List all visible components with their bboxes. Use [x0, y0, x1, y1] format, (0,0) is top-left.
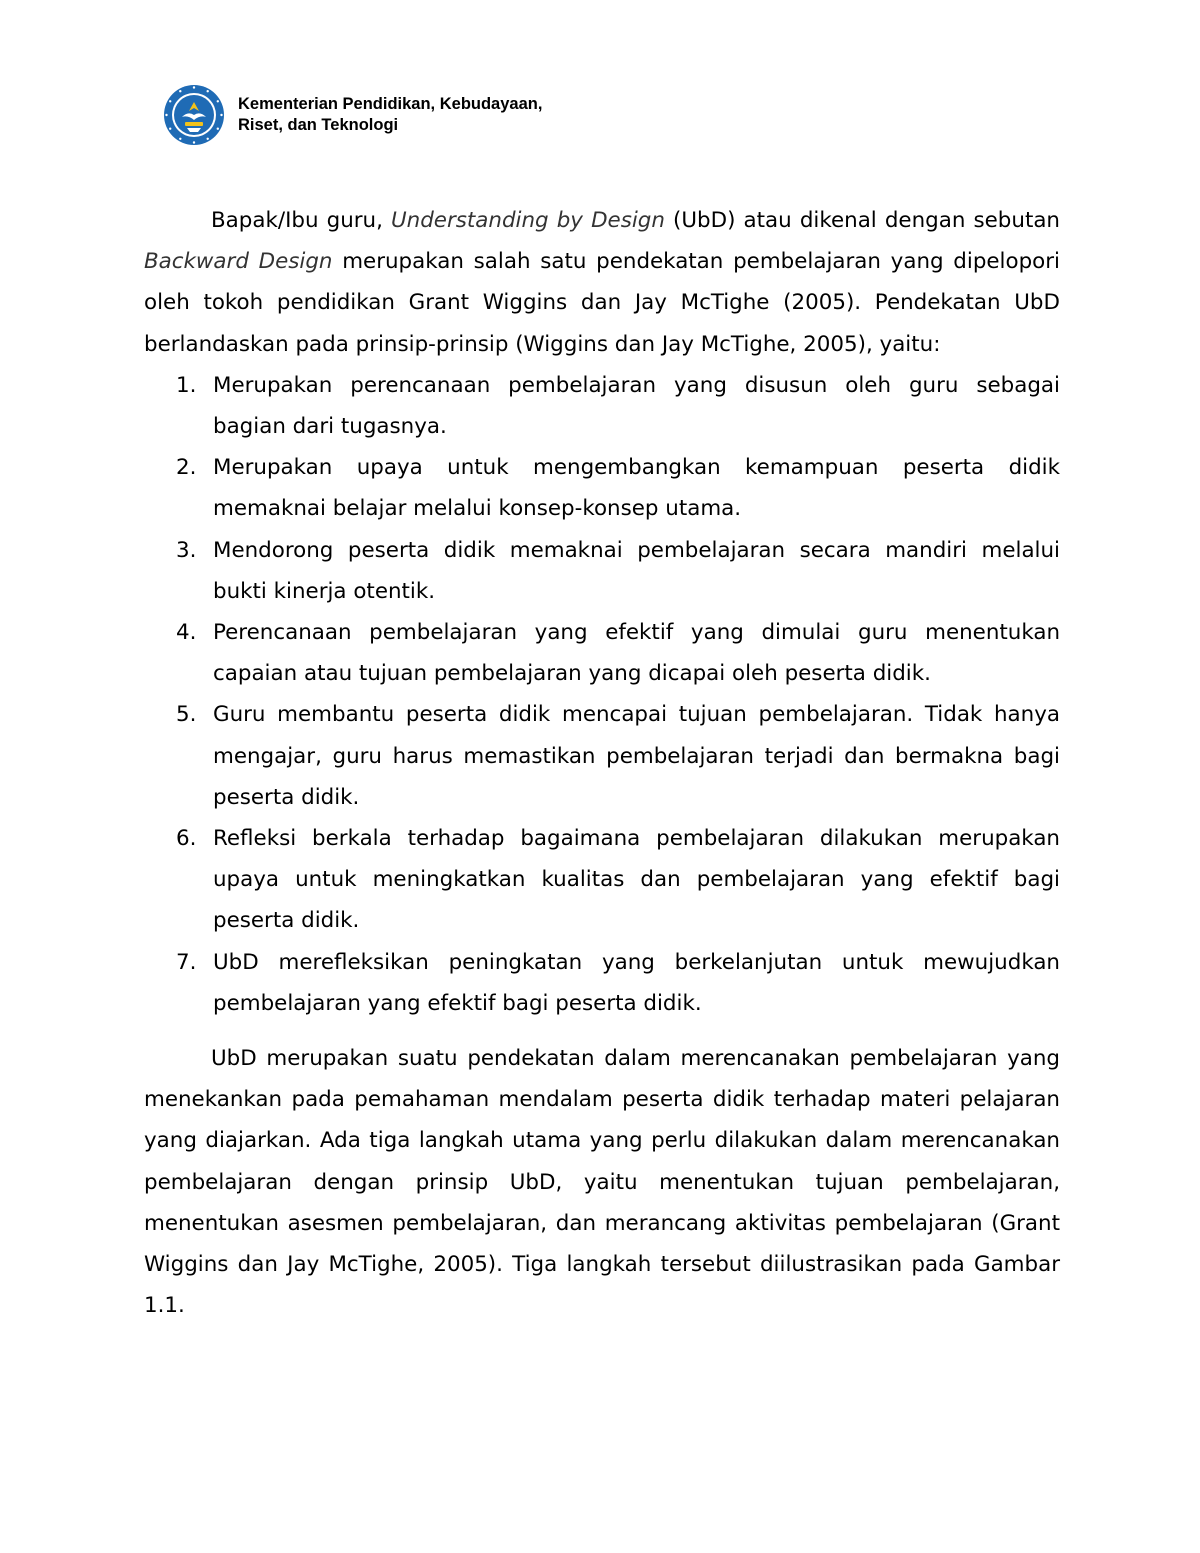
list-item-number: 7.	[176, 949, 197, 975]
list-item-number: 5.	[176, 702, 197, 728]
list-item-number: 6.	[176, 826, 197, 852]
list-item-text: Merupakan perencanaan pembelajaran yang disusun oleh guru sebagai bagian dari tugasnya.	[213, 372, 1060, 440]
tut-wuri-handayani-logo	[163, 84, 225, 146]
list-item-text: UbD merefleksikan peningkatan yang berkelanjutan untuk mewujudkan pembelajaran yang efektif bagi peserta didik.	[213, 949, 1060, 1016]
document-body	[144, 200, 1060, 1326]
intro-text-3: merupakan salah satu pendekatan pembelajaran yang dipelopori oleh tokoh pendidikan Grant Wiggins dan Jay McTighe (2005). Pendekatan UbD berlandaskan pada prinsip-prinsip (Wiggins dan Jay McTighe, 2005), yaitu:	[144, 249, 1060, 357]
list-item	[176, 530, 1060, 612]
closing-paragraph: UbD merupakan suatu pendekatan dalam merencanakan pembelajaran yang menekankan pada pemahaman mendalam peserta didik terhadap materi pelajaran yang diajarkan. Ada tiga langkah utama yang perlu dilakukan dalam merencanakan pembelajaran dengan prinsip UbD, yaitu menentukan tujuan pembelajaran, menentukan asesmen pembelajaran, dan merancang aktivitas pembelajaran (Grant Wiggins dan Jay McTighe, 2005). Tiga langkah tersebut diilustrasikan pada Gambar 1.1.	[144, 1046, 1060, 1319]
document-header	[163, 84, 542, 146]
list-item-text: Merupakan upaya untuk mengembangkan kemampuan peserta didik memaknai belajar melalui konsep-konsep utama.	[213, 455, 1060, 522]
list-item	[176, 612, 1060, 694]
list-item	[176, 818, 1060, 942]
list-item-text: Perencanaan pembelajaran yang efektif yang dimulai guru menentukan capaian atau tujuan pembelajaran yang dicapai oleh peserta didik.	[213, 620, 1060, 687]
intro-term-ubd: Understanding by Design	[391, 208, 665, 233]
list-item-text: Refleksi berkala terhadap bagaimana pembelajaran dilakukan merupakan upaya untuk meningkatkan kualitas dan pembelajaran yang efektif bagi peserta didik.	[213, 826, 1060, 934]
list-item-number: 3.	[176, 537, 197, 563]
ministry-name	[238, 94, 542, 136]
list-item	[176, 942, 1060, 1024]
list-item-text: Guru membantu peserta didik mencapai tujuan pembelajaran. Tidak hanya mengajar, guru harus memastikan pembelajaran terjadi dan bermakna bagi peserta didik.	[213, 702, 1060, 810]
list-item-number: 4.	[176, 620, 197, 646]
list-item-number: 2.	[176, 455, 197, 481]
list-item-number: 1.	[176, 372, 197, 398]
intro-paragraph	[144, 200, 1060, 365]
principles-list	[144, 365, 1060, 1024]
ministry-name-line1: Kementerian Pendidikan, Kebudayaan,	[238, 95, 543, 113]
intro-text-2: (UbD) atau dikenal dengan sebutan	[664, 208, 1060, 233]
intro-text-1: Bapak/Ibu guru,	[211, 208, 392, 233]
list-item	[176, 694, 1060, 818]
list-item-text: Mendorong peserta didik memaknai pembelajaran secara mandiri melalui bukti kinerja otentik.	[213, 537, 1060, 604]
ministry-name-line2: Riset, dan Teknologi	[238, 116, 399, 134]
list-item	[176, 447, 1060, 529]
list-item	[176, 365, 1060, 447]
intro-term-backward-design: Backward Design	[144, 249, 333, 275]
